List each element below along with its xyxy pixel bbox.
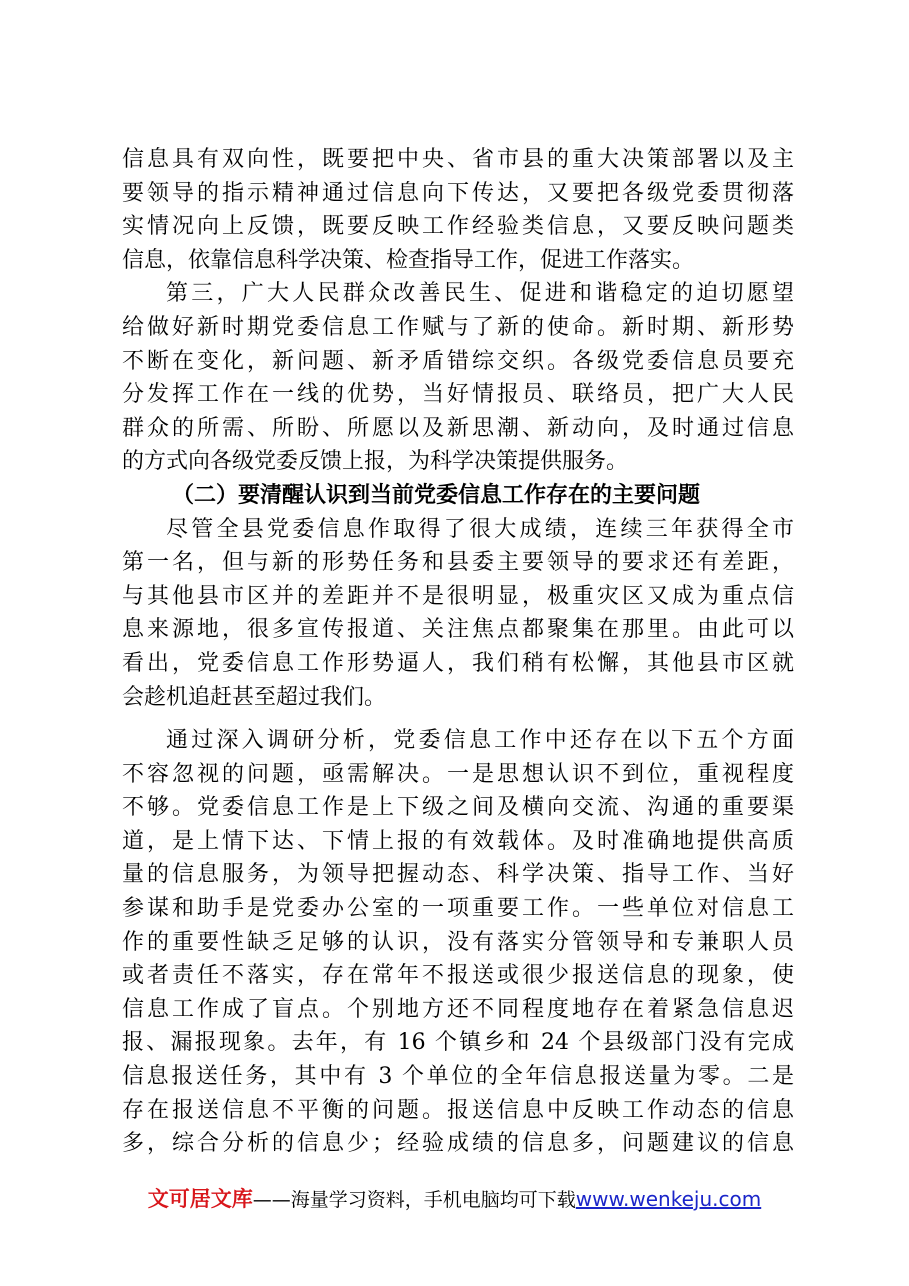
section-heading [122, 479, 794, 513]
text-line: 实情况向上反馈，既要反映工作经验类信息，又要反映问题类 [122, 214, 794, 240]
text-line: 与其他县市区并的差距并不是很明显，极重灾区又成为重点信 [122, 583, 794, 609]
text-line: 信息报送任务，其中有 3 个单位的全年信息报送量为零。二是 [122, 1064, 794, 1090]
paragraph-3 [122, 513, 794, 715]
text-line: 给做好新时期党委信息工作赋与了新的使命。新时期、新形势 [122, 314, 794, 340]
text-line: 的方式向各级党委反馈上报，为科学决策提供服务。 [122, 449, 629, 475]
text-line: 道，是上情下达、下情上报的有效载体。及时准确地提供高质 [122, 828, 794, 854]
footer-banner [0, 1183, 909, 1213]
text-line: 信息，依靠信息科学决策、检查指导工作，促进工作落实。 [122, 247, 695, 273]
paragraph-4 [122, 724, 794, 1161]
text-line: 报、漏报现象。去年，有 16 个镇乡和 24 个县级部门没有完成 [122, 1030, 794, 1056]
text-line: 要领导的指示精神通过信息向下传达，又要把各级党委贯彻落 [122, 180, 794, 206]
text-line: 作的重要性缺乏足够的认识，没有落实分管领导和专兼职人员 [122, 929, 794, 955]
text-line: 分发挥工作在一线的优势，当好情报员、联络员，把广大人民 [122, 382, 794, 408]
text-line: 量的信息服务，为领导把握动态、科学决策、指导工作、当好 [122, 862, 794, 888]
text-line: 通过深入调研分析，党委信息工作中还存在以下五个方面 [166, 728, 794, 754]
paragraph-2 [122, 277, 794, 479]
footer-tagline: ——海量学习资料，手机电脑均可下载 [252, 1189, 576, 1211]
section-heading-text: （二）要清醒认识到当前党委信息工作存在的主要问题 [172, 481, 701, 508]
text-line: 息来源地，很多宣传报道、关注焦点都聚集在那里。由此可以 [122, 617, 794, 643]
footer-brand: 文可居文库 [147, 1187, 253, 1211]
text-line: 存在报送信息不平衡的问题。报送信息中反映工作动态的信息 [122, 1097, 794, 1123]
text-line: 第三，广大人民群众改善民生、促进和谐稳定的迫切愿望 [166, 281, 794, 307]
text-line: 信息工作成了盲点。个别地方还不同程度地存在着紧急信息迟 [122, 996, 794, 1022]
text-line: 看出，党委信息工作形势逼人，我们稍有松懈，其他县市区就 [122, 650, 794, 676]
text-line: 不容忽视的问题，亟需解决。一是思想认识不到位，重视程度 [122, 761, 794, 787]
text-line: 多，综合分析的信息少；经验成绩的信息多，问题建议的信息 [122, 1131, 794, 1157]
text-line: 尽管全县党委信息作取得了很大成绩，连续三年获得全市 [166, 516, 794, 542]
text-line: 第一名，但与新的形势任务和县委主要领导的要求还有差距， [122, 550, 794, 576]
paragraph-gap [122, 714, 794, 724]
document-body [122, 143, 794, 1161]
text-line: 或者责任不落实，存在常年不报送或很少报送信息的现象，使 [122, 963, 794, 989]
text-line: 不够。党委信息工作是上下级之间及横向交流、沟通的重要渠 [122, 795, 794, 821]
text-line: 信息具有双向性，既要把中央、省市县的重大决策部署以及主 [122, 147, 794, 172]
paragraph-1 [122, 143, 794, 277]
footer-site-link[interactable]: www.wenkeju.com [575, 1187, 762, 1211]
text-line: 不断在变化，新问题、新矛盾错综交织。各级党委信息员要充 [122, 348, 794, 374]
text-line: 群众的所需、所盼、所愿以及新思潮、新动向，及时通过信息 [122, 415, 794, 441]
text-line: 会趁机追赶甚至超过我们。 [122, 684, 387, 710]
text-line: 参谋和助手是党委办公室的一项重要工作。一些单位对信息工 [122, 896, 794, 922]
